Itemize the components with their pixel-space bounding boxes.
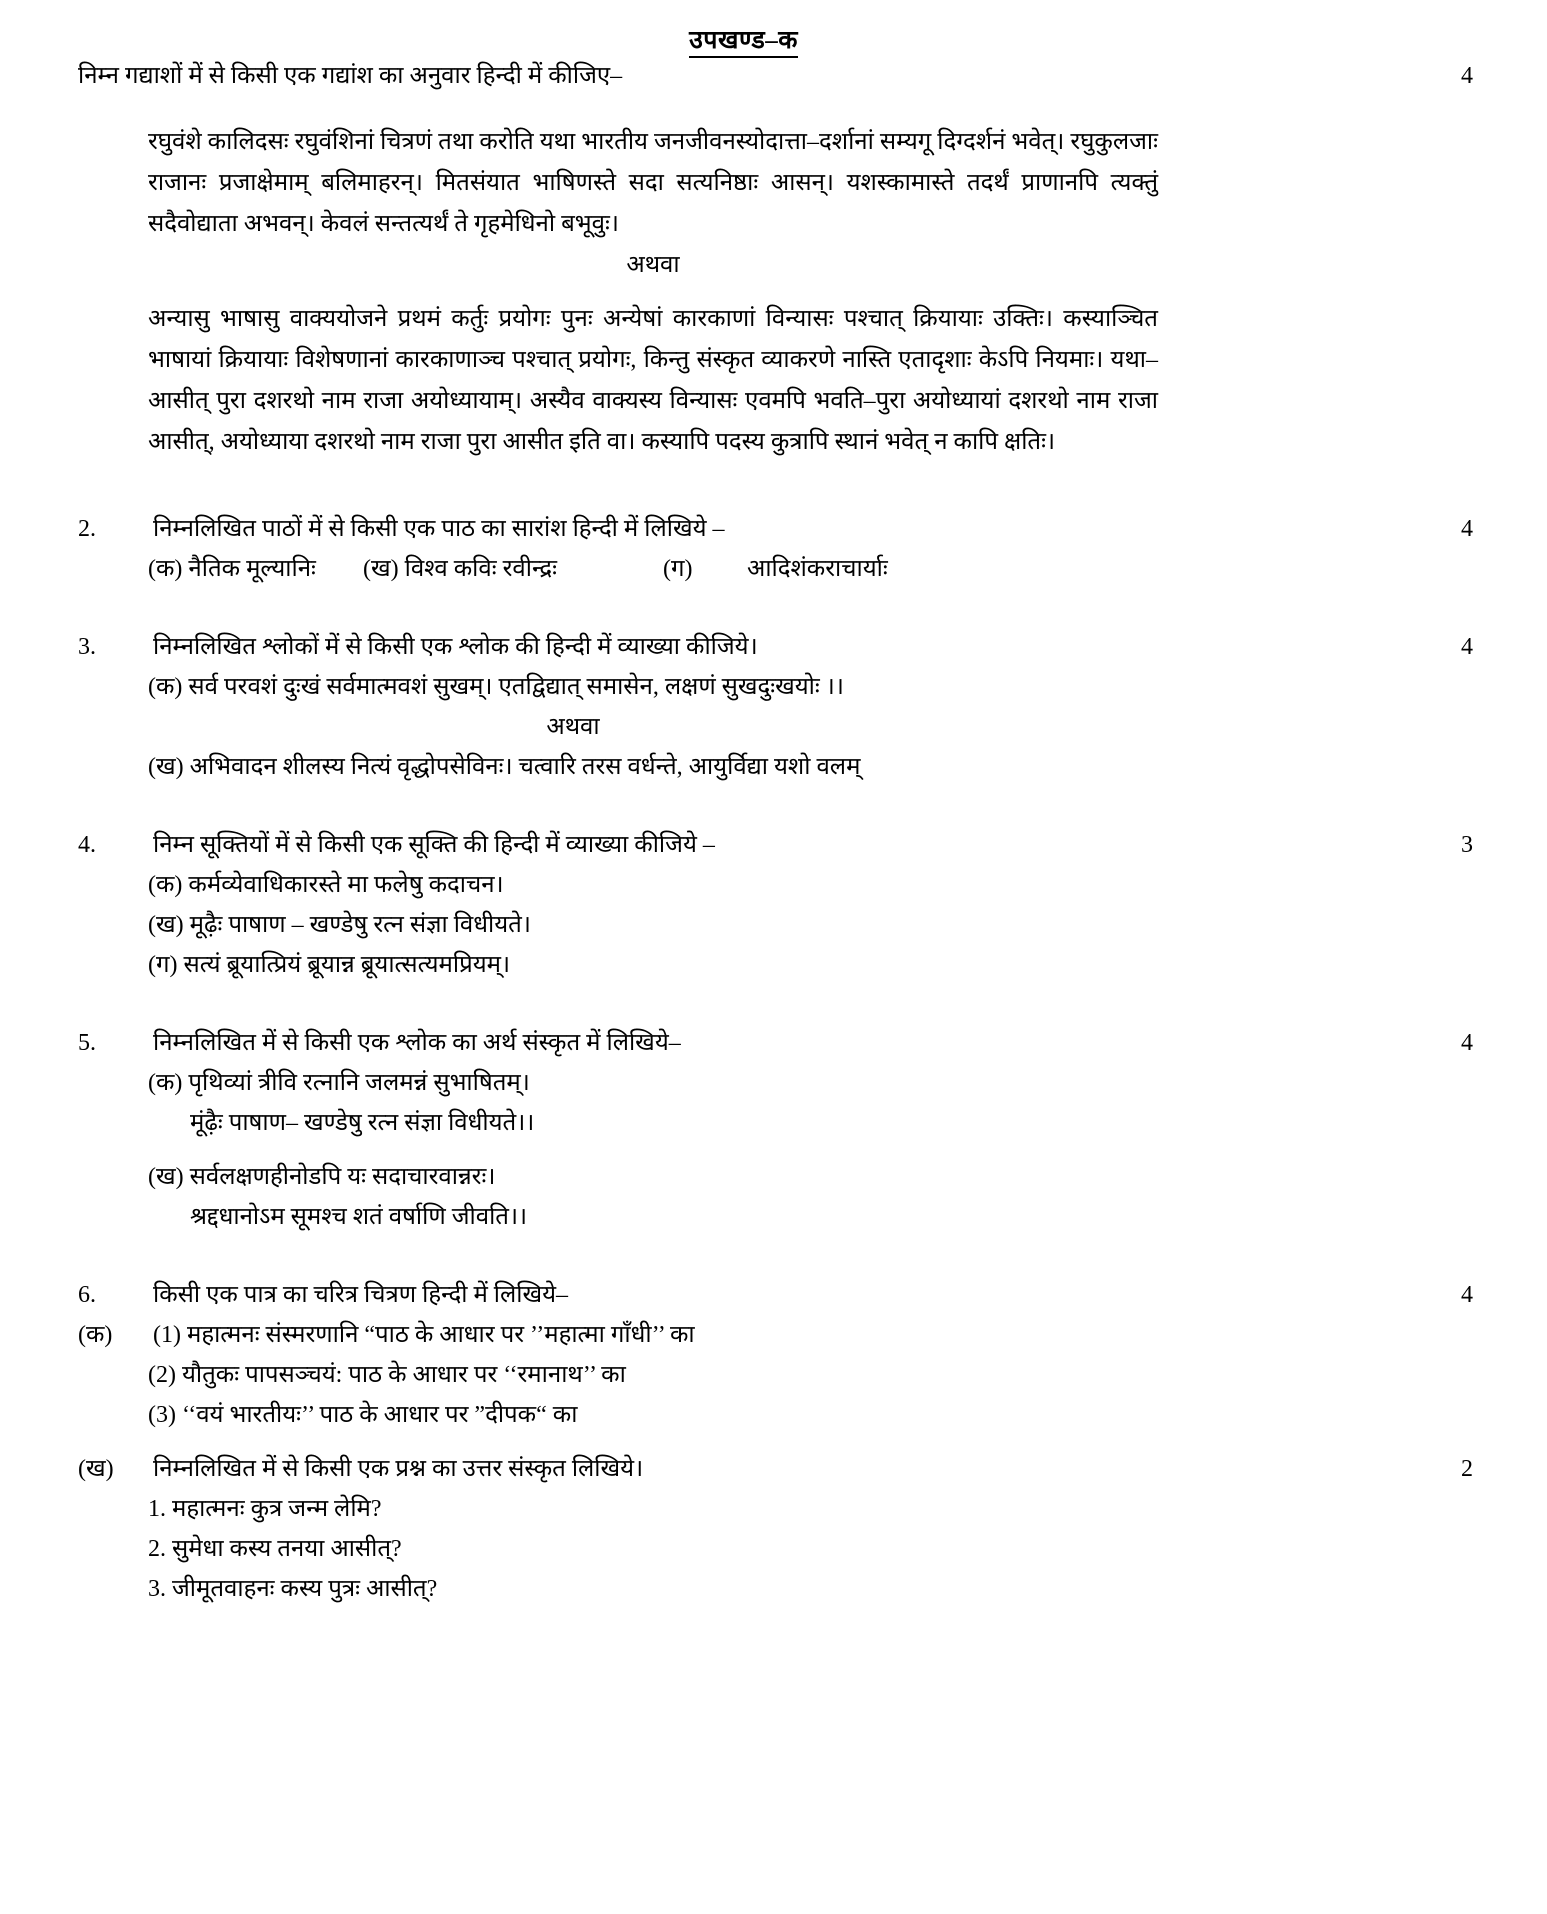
question-5-prompt: निम्नलिखित में से किसी एक श्लोक का अर्थ संस्कृत में लिखिये–	[153, 1030, 681, 1056]
spacer	[0, 985, 1547, 1023]
question-2-marks: 4	[1461, 516, 1473, 542]
question-6-part-b-marks: 2	[1461, 1456, 1473, 1482]
section-heading	[0, 0, 1547, 56]
question-2-options	[148, 549, 1547, 589]
question-2-option-c-text: आदिशंकराचार्याः	[747, 556, 888, 582]
spacer	[0, 589, 1547, 627]
question-2-option-b-label: (ख)	[363, 556, 399, 582]
question-6-part-b-item-1: 1. महात्मनः कुत्र जन्म लेमि?	[148, 1496, 382, 1522]
question-6-part-a-item-2: (2) यौतुकः पापसञ्चयं: पाठ के आधार पर ‘‘रमानाथ’’ का	[148, 1362, 626, 1388]
spacer	[0, 96, 1547, 122]
question-5-shloka-b-line2: श्रद्दधानोऽम सूमश्च शतं वर्षाणि जीवति।।	[190, 1204, 528, 1230]
question-2-option-b	[363, 549, 663, 589]
spacer	[0, 787, 1547, 825]
question-6-part-b-item-2: 2. सुमेधा कस्य तनया आसीत्?	[148, 1536, 402, 1562]
question-3-athava: अथवा	[546, 714, 600, 740]
question-6-part-a-row	[0, 1315, 1547, 1355]
question-5-number: 5.	[78, 1030, 96, 1056]
question-6-prompt: किसी एक पात्र का चरित्र चित्रण हिन्दी में लिखिये–	[153, 1282, 569, 1308]
question-1-row	[0, 56, 1547, 96]
question-2-number: 2.	[78, 516, 96, 542]
spacer	[0, 285, 1547, 299]
question-5-shloka-a-line2: मूंढ़ैः पाषाण– खण्डेषु रत्न संज्ञा विधीयते।।	[190, 1110, 535, 1136]
question-6-part-b-item-3: 3. जीमूतवाहनः कस्य पुत्रः आसीत्?	[148, 1576, 438, 1602]
question-2-option-c	[663, 549, 888, 589]
question-6-part-a-item-3: (3) ‘‘वयं भारतीयः’’ पाठ के आधार पर ”दीपक“ का	[148, 1402, 578, 1428]
question-3-option-b	[148, 747, 1547, 787]
question-3-option-b-label: (ख)	[148, 754, 184, 780]
question-1-marks: 4	[1461, 63, 1473, 89]
question-4-item-b-text: मूढ़ैः पाषाण – खण्डेषु रत्न संज्ञा विधीयते।	[189, 912, 531, 938]
question-5-shloka-b-line1	[148, 1157, 1547, 1197]
question-3-number: 3.	[78, 634, 96, 660]
question-3-prompt: निम्नलिखित श्लोकों में से किसी एक श्लोक की हिन्दी में व्याख्या कीजिये।	[153, 634, 758, 660]
spacer	[0, 1143, 1547, 1157]
question-5-shloka-b-line1-text: सर्वलक्षणहीनोडपि यः सदाचारवान्नरः।	[189, 1164, 496, 1190]
question-5-shloka-b-label: (ख)	[148, 1164, 184, 1190]
question-6-row	[0, 1275, 1547, 1315]
question-3-option-a	[148, 667, 1547, 707]
question-4-row	[0, 825, 1547, 865]
spacer	[0, 463, 1547, 509]
question-1-prompt: निम्न गद्याशों में से किसी एक गद्यांश का अनुवार हिन्दी में कीजिए–	[78, 63, 623, 89]
question-5-shloka-a-label: (क)	[148, 1070, 183, 1096]
question-4-item-c-text: सत्यं ब्रूयात्प्रियं ब्रूयान्न ब्रूयात्सत्यमप्रियम्।	[183, 952, 511, 978]
question-4-item-b	[148, 905, 1547, 945]
question-6-part-a-label: (क)	[78, 1322, 113, 1348]
question-4-item-a-text: कर्मव्येवाधिकारस्ते मा फलेषु कदाचन।	[188, 872, 504, 898]
spacer	[0, 1237, 1547, 1275]
question-2-option-a-text: नैतिक मूल्यानिः	[188, 556, 316, 582]
question-1-passage-2: अन्यासु भाषासु वाक्ययोजने प्रथमं कर्तुः प्रयोगः पुनः अन्येषां कारकाणां विन्यासः पश्चात् क्रियायाः उक्तिः। कस्याञ्चित भाषायां क्रियायाः विशेषणानां कारकाणाञ्च पश्चात् प्रयोगः, किन्तु संस्कृत व्याकरणे नास्ति एतादृशाः केऽपि नियमाः। यथा–आसीत् पुरा दशरथो नाम राजा अयोध्यायाम्। अस्यैव वाक्यस्य विन्यासः एवमपि भवति–पुरा अयोध्यायां दशरथो नाम राजा आसीत्, अयोध्याया दशरथो नाम राजा पुरा आसीत इति वा। कस्यापि पदस्य कुत्रापि स्थानं भवेत् न कापि क्षतिः।	[148, 306, 1158, 455]
question-4-item-a	[148, 865, 1547, 905]
question-6-marks: 4	[1461, 1282, 1473, 1308]
spacer	[0, 1435, 1547, 1449]
question-6-part-b-label: (ख)	[78, 1456, 114, 1482]
question-6-part-b-prompt: निम्नलिखित में से किसी एक प्रश्न का उत्तर संस्कृत लिखिये।	[153, 1456, 644, 1482]
question-1-passage-1: रघुवंशे कालिदसः रघुवंशिनां चित्रणं तथा करोति यथा भारतीय जनजीवनस्योदात्ता–दर्शानां सम्यगू दिग्दर्शनं भवेत्। रघुकुलजाः राजानः प्रजाक्षेमाम् बलिमाहरन्। मितसंयात भाषिणस्ते सदा सत्यनिष्ठाः आसन्। यशस्कामास्ते तदर्थं प्राणानपि त्यक्तुं सदैवोद्याता अभवन्। केवलं सन्तत्यर्थं ते गृहमेधिनो बभूवुः।	[148, 129, 1158, 237]
question-6-number: 6.	[78, 1282, 96, 1308]
question-4-number: 4.	[78, 832, 96, 858]
question-4-item-c	[148, 945, 1547, 985]
question-2-row	[0, 509, 1547, 549]
question-4-item-a-label: (क)	[148, 872, 183, 898]
question-2-option-b-text: विश्व कविः रवीन्द्रः	[404, 556, 557, 582]
question-3-marks: 4	[1461, 634, 1473, 660]
question-6-part-a-item-1: (1) महात्मनः संस्मरणानि “पाठ के आधार पर ’’महात्मा गाँधी’’ का	[153, 1322, 695, 1348]
question-4-marks: 3	[1461, 832, 1473, 858]
question-2-prompt: निम्नलिखित पाठों में से किसी एक पाठ का सारांश हिन्दी में लिखिये –	[153, 516, 725, 542]
question-5-marks: 4	[1461, 1030, 1473, 1056]
question-2-option-c-label: (ग)	[663, 556, 693, 582]
question-3-option-a-label: (क)	[148, 674, 183, 700]
question-2-option-a	[148, 549, 363, 589]
question-3-option-a-text: सर्व परवशं दुःखं सर्वमात्मवशं सुखम्। एतद्विद्यात् समासेन, लक्षणं सुखदुःखयोः ।।	[188, 674, 844, 700]
question-3-option-b-text: अभिवादन शीलस्य नित्यं वृद्धोपसेविनः। चत्वारि तरस वर्धन्ते, आयुर्विद्या यशो वलम्	[189, 754, 861, 780]
question-6-part-b-row	[0, 1449, 1547, 1489]
section-heading-text: उपखण्ड–क	[689, 27, 798, 58]
question-5-row	[0, 1023, 1547, 1063]
question-5-shloka-a-line1-text: पृथिव्यां त्रीवि रत्नानि जलमन्नं सुभाषितम्।	[188, 1070, 530, 1096]
question-3-row	[0, 627, 1547, 667]
question-1-athava: अथवा	[626, 252, 680, 278]
question-5-shloka-a-line1	[148, 1063, 1547, 1103]
question-2-option-a-label: (क)	[148, 556, 183, 582]
question-4-prompt: निम्न सूक्तियों में से किसी एक सूक्ति की हिन्दी में व्याख्या कीजिये –	[153, 832, 715, 858]
question-4-item-b-label: (ख)	[148, 912, 184, 938]
question-4-item-c-label: (ग)	[148, 952, 178, 978]
